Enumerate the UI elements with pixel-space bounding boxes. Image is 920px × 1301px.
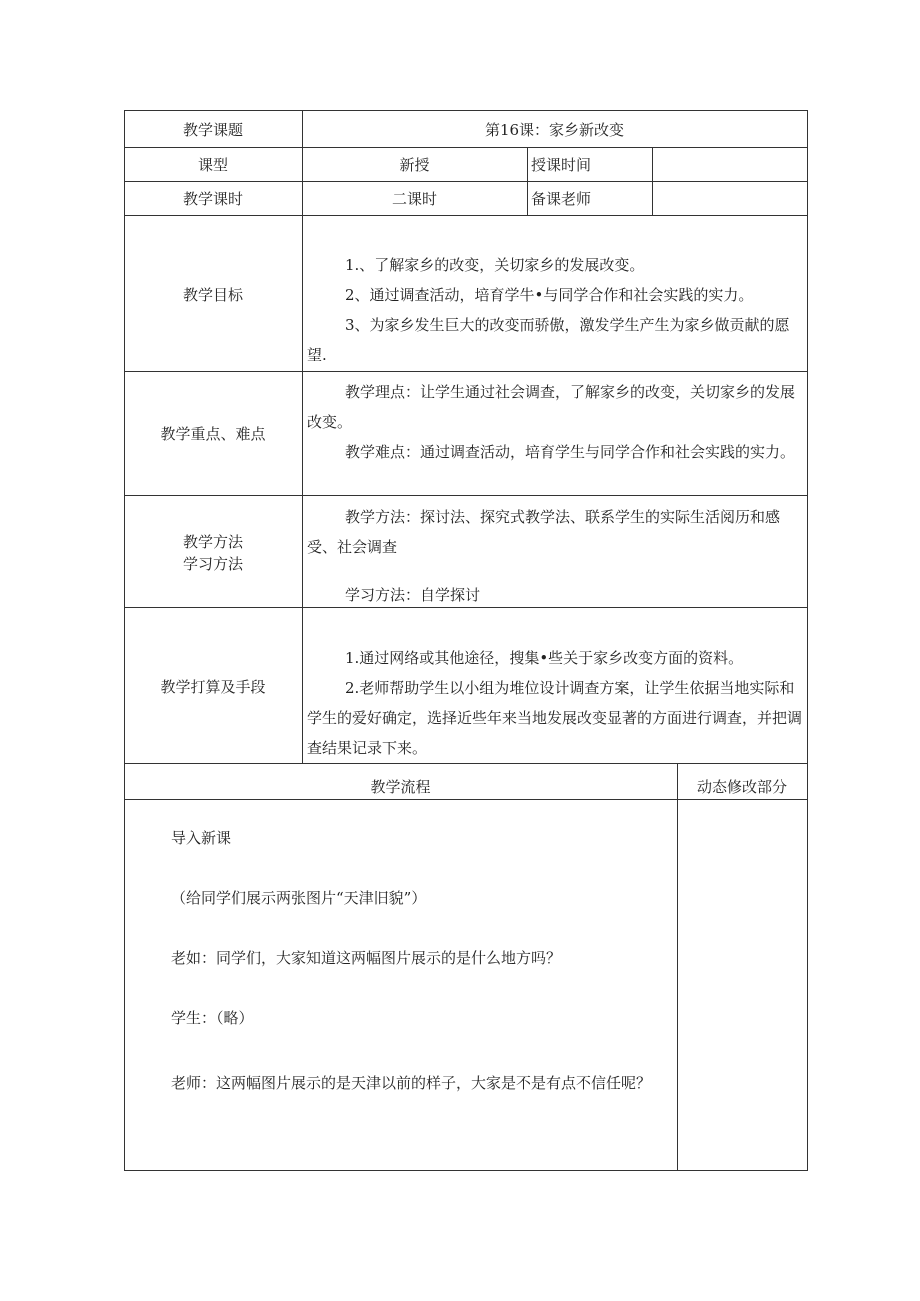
methods-content (307, 502, 803, 610)
process-side-divider (677, 763, 678, 1171)
process-line-teacher-question: 老如：同学们，大家知道这两幅图片展示的是什么地方吗？ (171, 949, 562, 967)
row-divider (124, 763, 808, 764)
table-border-right (807, 110, 808, 1171)
time-label-divider (527, 147, 528, 215)
methods-label-teaching: 教学方法 (182, 533, 243, 551)
key-points-label: 教学重点、难点 (160, 425, 266, 443)
preparation-content (307, 643, 803, 763)
process-line-show-pictures: （给同学们展示两张图片“天津旧貌”） (171, 889, 427, 907)
hours-value: 二课时 (391, 190, 437, 208)
key-points-content (307, 377, 803, 467)
topic-value: 第16课：家乡新改变 (484, 121, 625, 139)
row-divider (124, 495, 808, 496)
preparation-label: 教学打算及手段 (160, 678, 266, 696)
row-divider (124, 799, 808, 800)
objectives-label: 教学目标 (182, 286, 243, 304)
process-line-student-answer: 学生：（略） (171, 1009, 254, 1027)
row-divider (124, 181, 808, 182)
topic-label: 教学课题 (182, 121, 243, 139)
objective-item: 3、为家乡发生巨大的改变而骄傲，激发学生产生为家乡做贡献的愿望. (307, 316, 790, 364)
row-divider (124, 147, 808, 148)
process-line-intro: 导入新课 (171, 829, 232, 847)
teacher-label: 备课老师 (531, 190, 592, 208)
learning-method: 学习方法：自学探讨 (345, 586, 481, 604)
objective-item: 1.、了解家乡的改变，关切家乡的发展改变。 (345, 256, 645, 274)
preparation-item: 2.老师帮助学生以小组为堆位设计调查方案，让学生依据当地实际和学生的爱好确定，选择近些年来当地发展改变显著的方面进行调查，并把调查结果记录下来。 (307, 679, 803, 757)
teacher-remark-text: 老师：这两幅图片展示的是天津以前的样子，大家是不是有点不信任呢？ (171, 1074, 652, 1092)
objective-item: 2、通过调查活动，培育学牛•与同学合作和社会实践的实力。 (345, 286, 754, 304)
teaching-method: 教学方法：探讨法、探究式教学法、联系学生的实际生活阅历和感受、社会调查 (307, 508, 781, 556)
process-line-teacher-remark (129, 1068, 669, 1098)
preparation-item: 1.通过网络或其他途径，搜集•些关于家乡改变方面的资料。 (345, 649, 744, 667)
key-point-item: 教学难点：通过调查活动，培育学生与同学合作和社会实践的实力。 (345, 443, 796, 461)
objectives-content (307, 250, 803, 370)
table-border-top (124, 110, 808, 111)
row-divider (124, 371, 808, 372)
table-border-left (124, 110, 125, 1171)
dynamic-edit-header: 动态修改部分 (696, 778, 787, 796)
type-label: 课型 (197, 156, 228, 174)
key-point-item: 教学理点：让学生通过社会调查，了解家乡的改变，关切家乡的发展改变。 (307, 383, 796, 431)
time-label: 授课时间 (531, 156, 592, 174)
type-value: 新授 (399, 156, 430, 174)
methods-label-learning: 学习方法 (182, 555, 243, 573)
time-value-divider (652, 147, 653, 215)
process-header: 教学流程 (370, 778, 431, 796)
row-divider (124, 215, 808, 216)
hours-label: 教学课时 (182, 190, 243, 208)
table-border-bottom (124, 1170, 808, 1171)
